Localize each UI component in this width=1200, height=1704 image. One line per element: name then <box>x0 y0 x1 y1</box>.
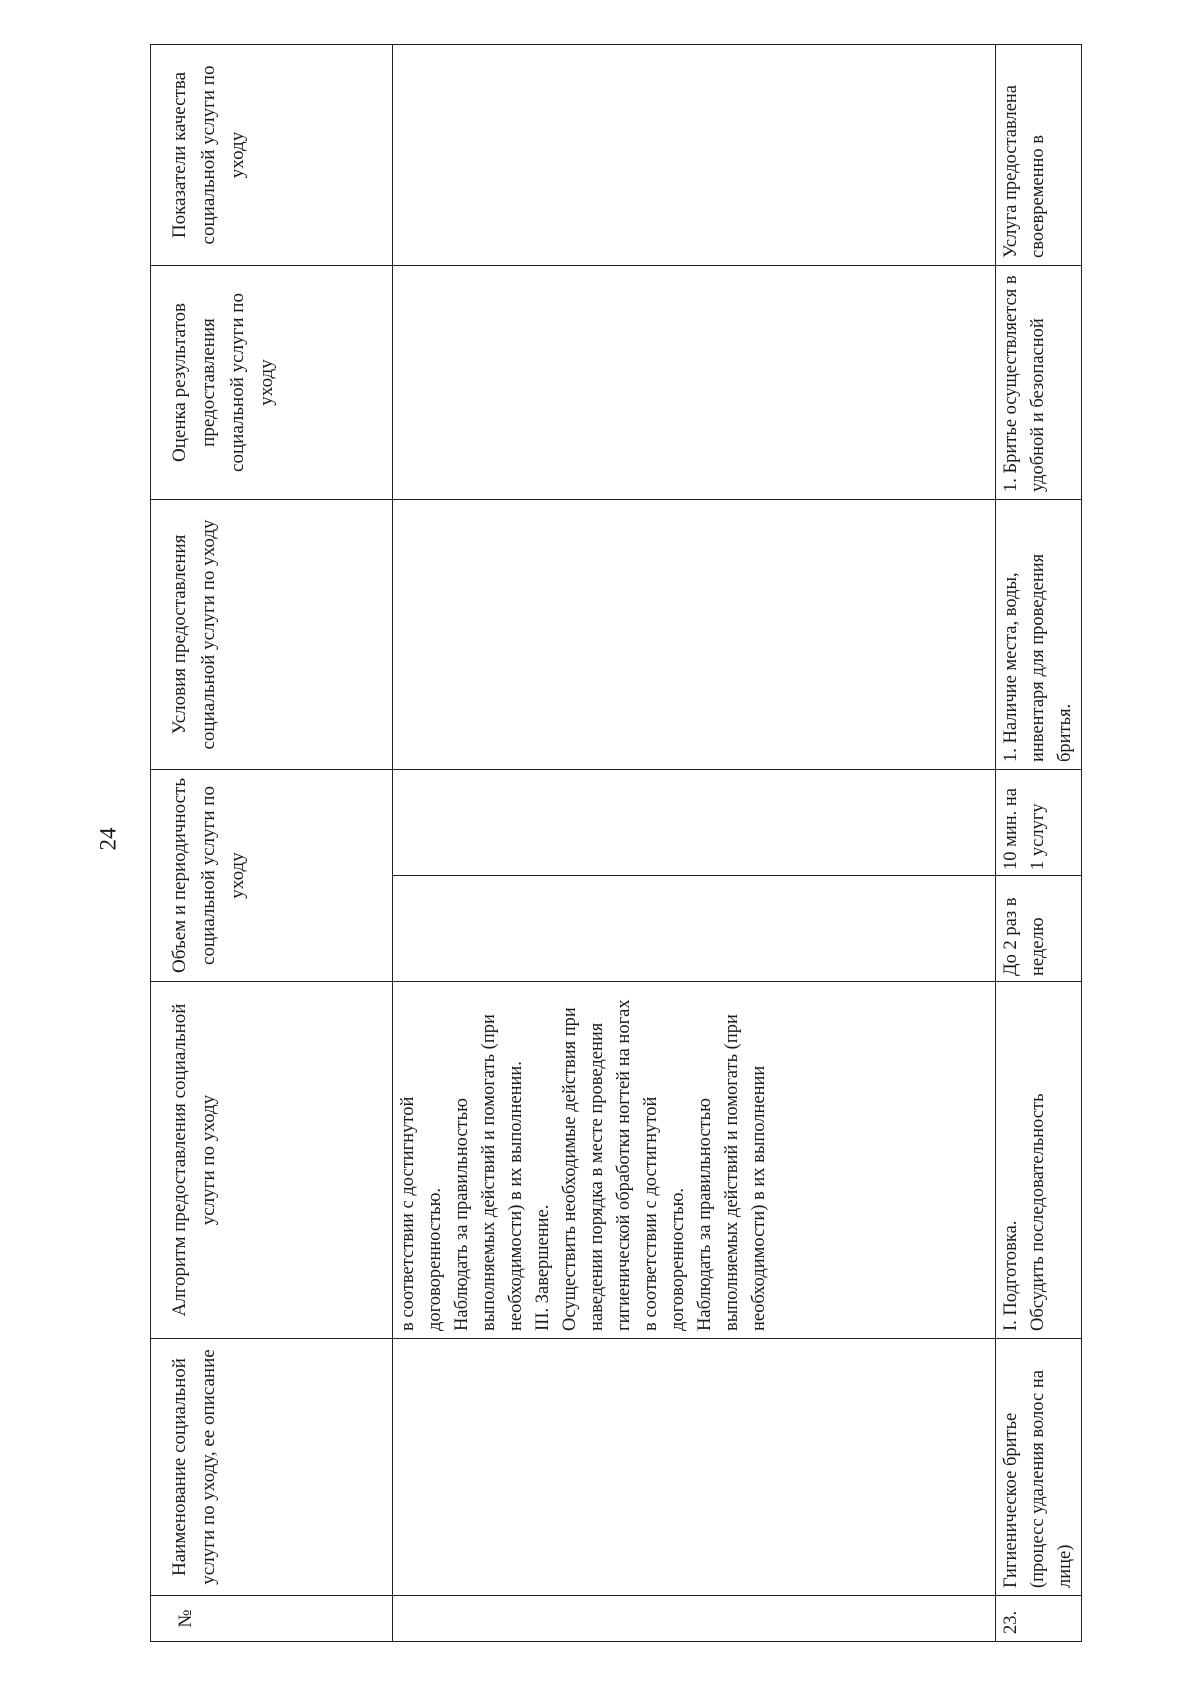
table-row-continued <box>393 45 996 1642</box>
cell-frequency-23: До 2 раз в неделю <box>996 875 1081 981</box>
page-number: 24 <box>95 827 121 851</box>
cell-name-empty <box>393 1339 996 1596</box>
header-quality: Показатели качества социальной услуги по уходу <box>151 45 393 266</box>
header-evaluation: Оценка результатов предоставления социальной услуги по уходу <box>151 266 393 500</box>
cell-quality-23: Услуга предоставлена своевременно в <box>996 45 1082 266</box>
header-conditions: Условия предоставления социальной услуги по уходу <box>151 500 393 770</box>
header-volume: Объем и периодичность социальной услуги по уходу <box>151 770 393 982</box>
header-num: № <box>151 1596 393 1642</box>
cell-duration-23: 10 мин. на 1 услугу <box>1001 788 1048 870</box>
header-algorithm: Алгоритм предоставления социальной услуги по уходу <box>151 982 393 1339</box>
cell-quality-empty <box>393 45 996 266</box>
cell-algorithm-continued: в соответствии с достигнутой договоренностью. Наблюдать за правильностью выполняемых действий и помогать (при необходимости) в их выполнении. III. Завершение. Осуществить необходимые действия при наведении порядка в месте проведения гигиенической обработки ногтей на ногах в соответствии с достигнутой договоренностью. Наблюдать за правильностью выполняемых действий и помогать (при необходимости) в их выполнении <box>393 982 996 1339</box>
cell-evaluation-empty <box>393 266 996 500</box>
header-row <box>151 45 393 1642</box>
cell-algorithm-23: I. Подготовка. Обсудить последовательность <box>996 982 1082 1339</box>
cell-name-23: Гигиеническое бритье (процесс удаления волос на лице) <box>996 1339 1082 1596</box>
cell-num-empty <box>393 1596 996 1642</box>
cell-evaluation-23: 1. Бритье осуществляется в удобной и безопасной <box>996 266 1082 500</box>
cell-volume-23 <box>996 770 1082 982</box>
cell-num-23: 23. <box>996 1596 1082 1642</box>
cell-volume-empty <box>393 770 996 982</box>
table-row-23 <box>996 45 1082 1642</box>
rotated-table-container <box>150 45 1075 1642</box>
cell-conditions-empty <box>393 500 996 770</box>
header-name: Наименование социальной услуги по уходу, ее описание <box>151 1339 393 1596</box>
cell-conditions-23: 1. Наличие места, воды, инвентаря для проведения бритья. <box>996 500 1082 770</box>
services-table <box>150 44 1082 1642</box>
